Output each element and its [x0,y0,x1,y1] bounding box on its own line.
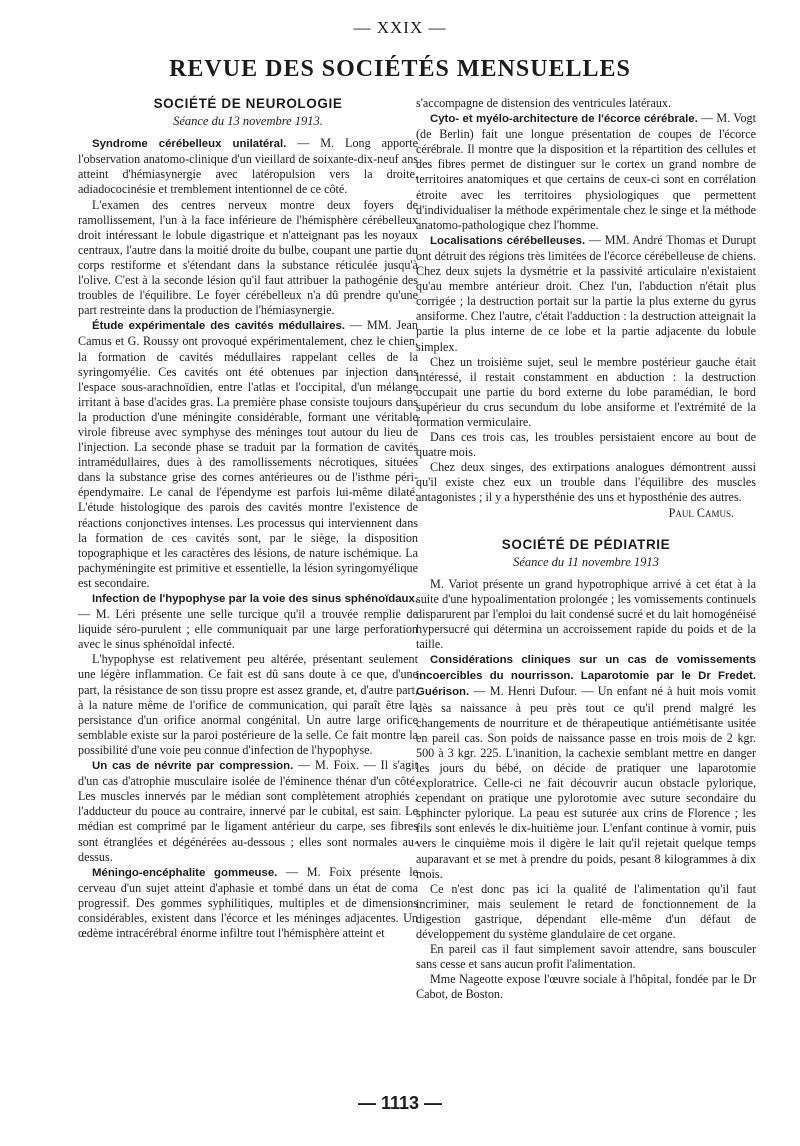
right-column [416,96,756,1002]
article-text: Ce n'est donc pas ici la qualité de l'alimentation qu'il faut incriminer, mais seulement le retard de fonctionnement de la digestion gastrique, dépendant elle-même d'un défaut de développement du système glandulaire de cet organe. [416,881,756,941]
article-syndrome-cerebelleux [78,136,418,318]
article-text: Chez un troisième sujet, seul le membre postérieur gauche était intéressé, il restait constamment en abduction : la destruction occupait une partie du bord externe du lobe paramédian, le bord supérieur du crus secundum du lobe ansiforme et l'extrémité de la formation vermiculaire. [416,354,756,429]
page-number-roman: — XXIX — [353,18,447,37]
article-text: — M. Foix. — Il s'agit d'un cas d'atrophie musculaire isolée de l'éminence thénar d'un côté. Les muscles innervés par le médian sont complètement atrophiés ; l'adducteur du pouce au contraire, innervé par le cubital, est sain. Le médian est comprimé par le ligament antérieur du carpe, ses fibres sont étranglées et dégénérées au-dessous ; elles sont normales au-dessus. [78,758,418,864]
article-infection-hypophyse [78,591,418,758]
article-nevrite-compression [78,758,418,865]
article-text: Chez deux singes, des extirpations analogues démontrent aussi qu'il existe chez eux un trouble dans l'équilibre des muscles antagonistes ; il y a hypersthénie des uns et hyposthénie des autres. [416,460,756,505]
article-heading: Étude expérimentale des cavités médullaires. [92,320,346,333]
article-meningo-encephalite [78,865,418,941]
article-text: — MM. Jean Camus et G. Roussy ont provoqué expérimentalement, chez le chien, la formation de cavités médullaires rappelant celles de la syringomyélie. Ces cavités ont été obtenues par injection dans l'espace sous-arachnoïdien, entre l'atlas et l'occipital, d'un mélange irritant à base d'acides gras. La première phase consiste toujours dans la production d'une méningite considérable, formant une véritable virole fibreuse avec symphyse des méninges tout autour du lieu de l'injection. La seconde phase se traduit par la formation de cavités intramédullaires, dues à des ramollissements nécrotiques, situées dans la substance grise des cornes antérieures ou de l'isthme péri-épendymaire. Le canal de l'épendyme est parfois lui-même dilaté. L'étude histologique des parois des cavités montre l'existence de réactions conjonctives intenses. Les processus qui interviennent dans la formation de ces cavités sont, par le siège, la disposition topographique et les caractères des lésions, de nature ischémique. La pachyméningite est primitive et essentielle, la lésion syringomyélique est secondaire. [78,318,418,590]
continuation-text: s'accompagne de distension des ventricules latéraux. [416,96,672,110]
article-heading: Considérations cliniques sur un cas de vomissements incoercibles du nourrisson. Laparotomie par le Dr Fredet. Guérison. [416,654,756,699]
article-heading: Méningo-encéphalite gommeuse. [92,866,278,879]
author-signature: Paul Camus. [668,505,734,520]
article-text: L'hypophyse est relativement peu altérée, présentant seulement une légère inflammation. Ce fait est dû sans doute à ce que, d'une part, la résistance de son tissu propre est assez grande, et, d'autre part, à la nature même de l'orifice de communication, qui paraît être la persistance d'un orifice anormal congénital. Un autre large orifice semblable existe sur la paroi postérieure de la selle. Ce fait montre la possibilité d'une voie peu connue d'infection de l'hypophyse. [78,652,418,757]
article-heading: Infection de l'hypophyse par la voie des sinus sphénoïdaux. [92,593,418,605]
section-spacer [416,521,756,537]
closing-text: Mme Nageotte expose l'œuvre sociale à l'hôpital, fondée par le Dr Cabot, de Boston. [416,972,756,1002]
article-vomissements-incoercibles [416,652,756,1002]
page-number: — 1113 — [357,1093,443,1113]
article-text: Dans ces trois cas, les troubles persistaient encore au bout de quatre mois. [416,430,756,460]
article-text: — MM. André Thomas et Durupt ont détruit des régions très limitées de l'écorce cérébelleuse de chiens. Chez deux sujets la dysmétrie et la passivité articulaire n'existaient qu'au membre antérieur droit. Chez l'un, l'abduction n'était plus corrigée ; la destruction portait sur la partie la plus externe du gyrus ansiforme. Chez l'autre, c'était l'adduction : la destruction atteignait la partie la plus interne de ce lobe et la partie adjacente du lobule simplex. [416,232,756,354]
article-cyto-myelo-architecture [416,111,756,233]
left-column [78,96,418,941]
section-title-pediatrie: SOCIÉTÉ DE PÉDIATRIE [501,536,671,552]
section-title-neurologie: SOCIÉTÉ DE NEUROLOGIE [153,96,343,111]
article-text: — M. Henri Dufour. — Un enfant né à huit mois vomit dès sa naissance à peu près tout ce qu'il prend malgré les changements de nourriture et de thérapeutique antiémétisante usitée en pareil cas. Son poids de naissance passe en trois mois de 2 kgr. 500 à 3 kgr. 225. L'inanition, la cachexie semblant mettre en danger les jours du bébé, on décide de pratiquer une laparotomie exploratrice. Celle-ci ne fait découvrir aucun obstacle pylorique, cependant on pratique une pylorotomie avec suture secondaire du sphincter pylorique. La peau est suturée aux crins de Florence ; les fils sont enlevés le dix-huitième jour. L'enfant continue à vomir, puis vers le cinquième mois il digère le lait qu'il rejetait quelque temps auparavant et se met à prendre du poids, pesant 8 kilogrammes à dix mois. [416,684,756,881]
intro-text: M. Variot présente un grand hypotrophique arrivé à cet état à la suite d'une hypoalimentation prolongée ; les vomissements continuels disparurent par l'emploi du lait condensé sucré et du lait homogénéisé hypersucré qui détermina un accroissement rapide du poids et de la taille. [416,576,756,652]
seance-date: Séance du 13 novembre 1913. [173,114,323,129]
article-text: En pareil cas il faut simplement savoir attendre, sans bousculer sans cesse et sans aucun profit l'alimentation. [416,942,756,972]
article-cavites-medullaires [78,318,418,591]
article-heading: Syndrome cérébelleux unilatéral. [92,138,287,151]
article-heading: Cyto- et myélo-architecture de l'écorce cérébrale. [430,113,698,126]
page-title: REVUE DES SOCIÉTÉS MENSUELLES [169,56,631,82]
article-text: — M. Vogt (de Berlin) fait une longue présentation de coupes de l'écorce cérébrale. Il montre que la disposition et la répartition des cellules et des fibres permet de distinguer sur le cortex un grand nombre de territoires anatomiques et que certains de ceux-ci sont en corrélation étroite avec les territoires physiologiques que permettent d'individualiser la méthode expérimentale chez le singe et la méthode anatomo-pathologique chez l'homme. [416,111,756,232]
seance-date: Séance du 11 novembre 1913 [513,554,659,569]
article-heading: Un cas de névrite par compression. [92,760,294,773]
article-text: — M. Long apporte l'observation anatomo-clinique d'un vieillard de soixante-dix-neuf ans atteint d'hémiasynergie avec latéropulsion vers la droite, adiadococinésie et tremblement intentionnel de ce côté. [78,136,418,197]
article-text: L'examen des centres nerveux montre deux foyers de ramollissement, l'un à la face inférieure de l'hémisphère cérébelleux droit intéressant le lobule digastrique et n'atteignant pas les noyaux centraux, l'autre dans la moitié droite du bulbe, coupant une partie du corps restiforme et s'étendant dans la substance réticulée jusqu'à l'olive. C'est à la seconde lésion qu'il faut attribuer la pathogénie des troubles de l'équilibre. Le foyer cérébelleux n'a dû prendre qu'une part restreinte dans la production de l'hémiasynergie. [78,197,418,318]
article-text: — M. Léri présente une selle turcique qu'il a trouvée remplie de liquide séro-purulent ; elle communiquait par une large perforation avec le sinus sphénoïdal infecté. [78,607,418,652]
article-localisations-cerebelleuses [416,233,756,506]
article-text: — M. Foix présente le cerveau d'un sujet atteint d'aphasie et tombé dans un état de coma progressif. Des gommes syphilitiques, multiples et de dimensions considérables, existent dans l'écorce et les méninges adjacentes. Un œdème intracérébral énorme infiltre tout l'hémisphère atteint et [78,864,419,941]
article-heading: Localisations cérébelleuses. [430,234,586,247]
